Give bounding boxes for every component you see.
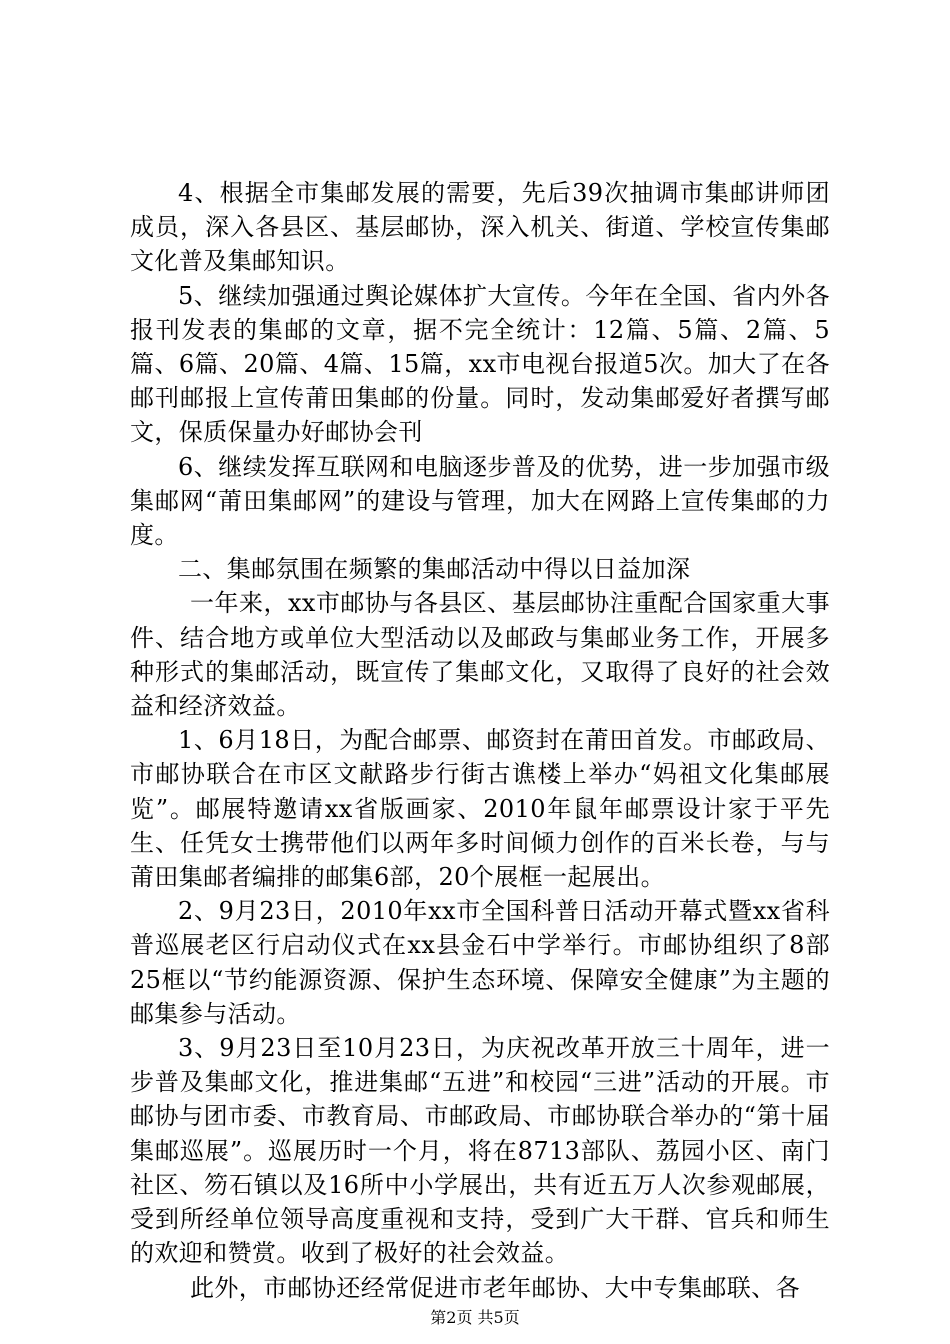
paragraph-activity-3: 3、9月23日至10月23日，为庆祝改革开放三十周年，进一步普及集邮文化，推进集邮“五进”和校园“三进”活动的开展。市邮协与团市委、市教育局、市邮政局、市邮协联合举办的“第十届集邮巡展”。巡展历时一个月，将在8713部队、荔园小区、南门社区、笏石镇以及16所中小学展出，共有近五万人次参观邮展，受到所经单位领导高度重视和支持，受到广大干群、官兵和师生的欢迎和赞赏。收到了极好的社会效益。 [130,1034,830,1268]
paragraph-additional: 此外，市邮协还经常促进市老年邮协、大中专集邮联、各 [190,1273,800,1302]
paragraph-item-6: 6、继续发挥互联网和电脑逐步普及的优势，进一步加强市级集邮网“莆田集邮网”的建设与管理，加大在网路上宣传集邮的力度。 [130,452,830,550]
paragraph-intro: 一年来，xx市邮协与各县区、基层邮协注重配合国家重大事件、结合地方或单位大型活动以及邮政与集邮业务工作，开展多种形式的集邮活动，既宣传了集邮文化，又取得了良好的社会效益和经济效益。 [130,589,830,721]
paragraph-item-5: 5、继续加强通过舆论媒体扩大宣传。今年在全国、省内外各报刊发表的集邮的文章，据不完全统计：12篇、5篇、2篇、5篇、6篇、20篇、4篇、15篇，xx市电视台报道5次。加大了在各邮刊邮报上宣传莆田集邮的份量。同时，发动集邮爱好者撰写邮文，保质保量办好邮协会刊 [130,281,830,447]
page-footer: 第2页 共5页 [430,1308,520,1327]
paragraph-activity-1: 1、6月18日，为配合邮票、邮资封在莆田首发。市邮政局、市邮协联合在市区文献路步行街古谯楼上举办“妈祖文化集邮展览”。邮展特邀请xx省版画家、2010年鼠年邮票设计家于平先生、任凭女士携带他们以两年多时间倾力创作的百米长卷，与与莆田集邮者编排的邮集6部，20个展框一起展出。 [130,726,830,892]
section-heading-2: 二、集邮氛围在频繁的集邮活动中得以日益加深 [178,555,691,584]
paragraph-item-4: 4、根据全市集邮发展的需要，先后39次抽调市集邮讲师团成员，深入各县区、基层邮协，深入机关、街道、学校宣传集邮文化普及集邮知识。 [130,179,830,276]
paragraph-activity-2: 2、9月23日，2010年xx市全国科普日活动开幕式暨xx省科普巡展老区行启动仪式在xx县金石中学举行。市邮协组织了8部25框以“节约能源资源、保护生态环境、保障安全健康”为主题的邮集参与活动。 [130,897,830,1028]
body-text [130,176,830,1305]
